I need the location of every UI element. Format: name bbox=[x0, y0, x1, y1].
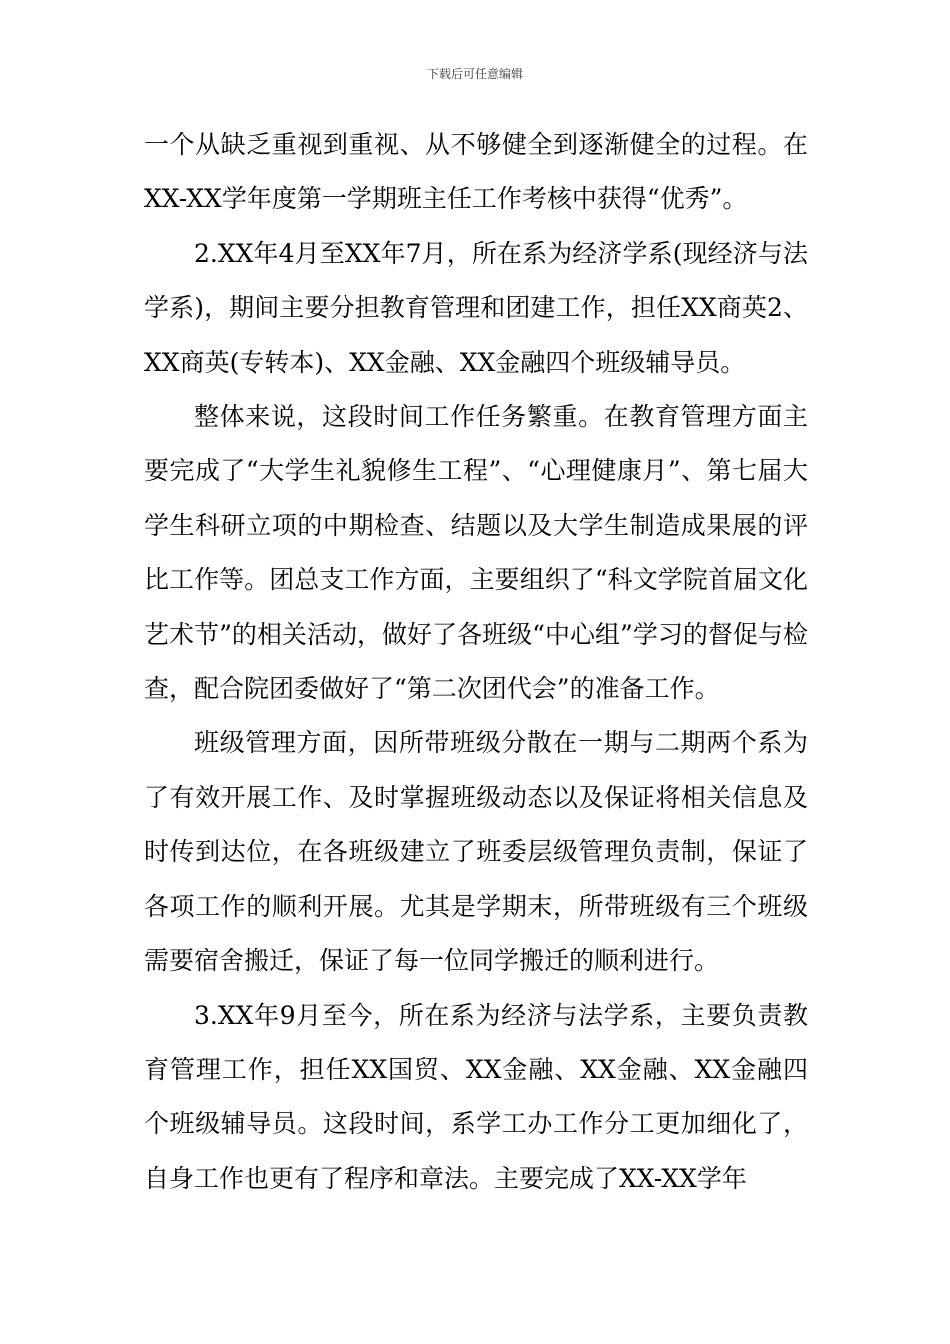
paragraph-2: 2.XX年4月至XX年7月，所在系为经济学系(现经济与法学系)，期间主要分担教育管理和团建工作，担任XX商英2、XX商英(专转本)、XX金融、XX金融四个班级辅导员。 bbox=[144, 238, 808, 377]
page-header: 下载后可任意编辑 bbox=[426, 67, 523, 81]
paragraph-4: 班级管理方面，因所带班级分散在一期与二期两个系为了有效开展工作、及时掌握班级动态以及保证将相关信息及时传到达位，在各班级建立了班委层级管理负责制，保证了各项工作的顺利开展。尤其是学期末，所带班级有三个班级需要宿舍搬迁，保证了每一位同学搬迁的顺利进行。 bbox=[144, 728, 808, 976]
paragraph-3: 整体来说，这段时间工作任务繁重。在教育管理方面主要完成了“大学生礼貌修生工程”、“心理健康月”、第七届大学生科研立项的中期检查、结题以及大学生制造成果展的评比工作等。团总支工作方面，主要组织了“科文学院首届文化艺术节”的相关活动，做好了各班级“中心组”学习的督促与检查，配合院团委做好了“第二次团代会”的准备工作。 bbox=[144, 402, 808, 704]
document-body bbox=[144, 118, 808, 1206]
paragraph-1: 一个从缺乏重视到重视、从不够健全到逐渐健全的过程。在XX-XX学年度第一学期班主任工作考核中获得“优秀”。 bbox=[144, 130, 808, 214]
paragraph-5: 3.XX年9月至今，所在系为经济与法学系，主要负责教育管理工作，担任XX国贸、XX金融、XX金融、XX金融四个班级辅导员。这段时间，系学工办工作分工更加细化了，自身工作也更有了程序和章法。主要完成了XX-XX学年 bbox=[144, 1000, 808, 1193]
